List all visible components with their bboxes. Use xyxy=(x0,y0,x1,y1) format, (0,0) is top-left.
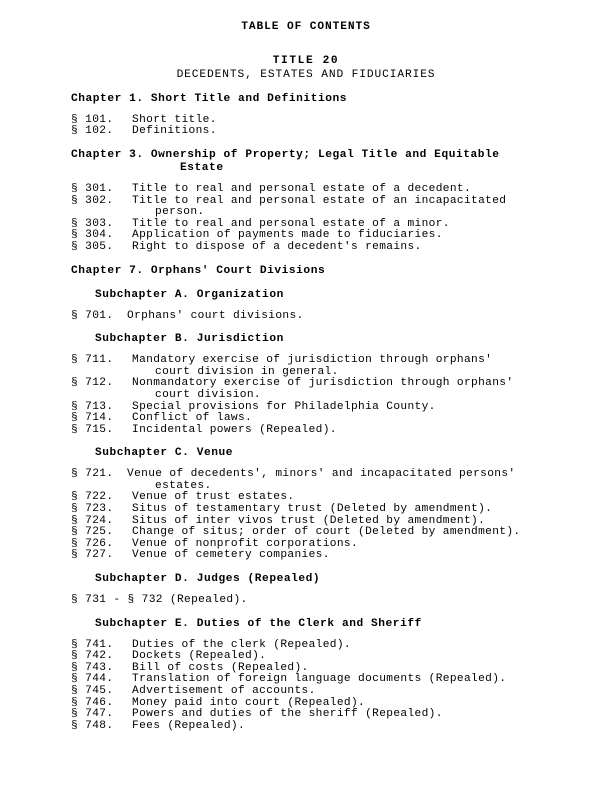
section-title: Definitions. xyxy=(132,125,217,138)
section-title: Incidental powers (Repealed). xyxy=(132,423,337,436)
chapter-heading-text: Chapter 7. Orphans' Court Divisions xyxy=(71,264,326,277)
chapter-heading-continuation: Estate xyxy=(180,161,224,174)
section-number: § 745. xyxy=(71,685,114,697)
section-title-continuation: person. xyxy=(155,206,205,219)
section-title: Powers and duties of the sheriff (Repealed). xyxy=(132,708,443,721)
subchapter-spacer xyxy=(0,322,612,333)
subchapter-spacer xyxy=(0,562,612,573)
section-number: § 726. xyxy=(71,537,114,550)
section-title: Application of payments made to fiduciaries. xyxy=(132,229,443,242)
section-number: § 302. xyxy=(71,194,114,207)
section-number: § 723. xyxy=(71,503,114,516)
section-title-continuation: court division. xyxy=(155,388,261,401)
chapter-heading[interactable] xyxy=(0,149,612,175)
section-title: Conflict of laws. xyxy=(132,412,253,425)
section-title-continuation: court division in general. xyxy=(155,365,339,378)
section-number: § 712. xyxy=(71,377,114,390)
chapter-spacer xyxy=(0,254,612,265)
chapter-heading-text: Chapter 1. Short Title and Definitions xyxy=(71,92,348,105)
toc-entry[interactable] xyxy=(0,196,612,219)
subchapter-heading[interactable]: Subchapter D. Judges (Repealed) xyxy=(95,573,321,586)
section-title: Venue of nonprofit corporations. xyxy=(132,537,359,550)
section-title: Advertisement of accounts. xyxy=(132,685,316,697)
section-number: § 711. xyxy=(71,354,114,367)
chapter-heading[interactable] xyxy=(0,93,612,106)
section-title: Situs of testamentary trust (Deleted by amendment). xyxy=(132,503,493,516)
toc-entry[interactable] xyxy=(0,425,612,437)
chapter-spacer xyxy=(0,138,612,149)
section-title: Venue of cemetery companies. xyxy=(132,549,330,562)
section-number: § 101. xyxy=(71,113,114,126)
title-name: DECEDENTS, ESTATES AND FIDUCIARIES xyxy=(176,69,436,82)
toc-entry[interactable]: § 731 - § 732 (Repealed). xyxy=(71,594,248,607)
section-number: § 741. xyxy=(71,638,114,651)
section-title: Money paid into court (Repealed). xyxy=(132,696,366,709)
chapter-heading-text: Chapter 3. Ownership of Property; Legal Title and Equitable xyxy=(71,148,500,161)
toc-entry[interactable] xyxy=(0,721,612,733)
section-number: § 714. xyxy=(71,412,114,425)
section-title: Right to dispose of a decedent's remains. xyxy=(132,240,422,253)
chapter-spacer xyxy=(0,82,612,93)
section-number: § 743. xyxy=(71,661,114,674)
subchapter-heading[interactable]: Subchapter A. Organization xyxy=(95,288,284,301)
table-of-contents-body xyxy=(0,82,612,733)
section-number: § 102. xyxy=(71,125,114,138)
section-title-continuation: estates. xyxy=(155,479,212,492)
section-title: Venue of decedents', minors' and incapacitated persons' xyxy=(127,468,516,481)
section-number: § 715. xyxy=(71,423,114,436)
section-title: Title to real and personal estate of a minor. xyxy=(132,217,450,230)
section-title: Dockets (Repealed). xyxy=(132,650,267,663)
subchapter-heading[interactable]: Subchapter C. Venue xyxy=(95,447,234,460)
toc-entry[interactable] xyxy=(0,242,612,254)
subchapter-spacer xyxy=(0,278,612,289)
section-number: § 724. xyxy=(71,514,114,527)
section-number: § 747. xyxy=(71,708,114,721)
subchapter-spacer xyxy=(0,607,612,618)
title-number: TITLE 20 xyxy=(272,54,340,67)
section-title: Change of situs; order of court (Deleted by amendment). xyxy=(132,526,521,539)
section-number: § 303. xyxy=(71,217,114,230)
section-title: Orphans' court divisions. xyxy=(127,309,304,322)
section-number: § 305. xyxy=(71,240,114,253)
page-title: TABLE OF CONTENTS xyxy=(241,21,371,33)
section-number: § 701. xyxy=(71,309,114,322)
toc-entry[interactable] xyxy=(0,355,612,378)
toc-entry[interactable] xyxy=(0,550,612,562)
toc-entry[interactable] xyxy=(0,311,612,323)
subchapter-spacer xyxy=(0,436,612,447)
subchapter-heading[interactable]: Subchapter E. Duties of the Clerk and Sheriff xyxy=(95,617,422,630)
section-title: Mandatory exercise of jurisdiction through orphans' xyxy=(132,354,493,367)
section-number: § 713. xyxy=(71,400,114,413)
section-title: Special provisions for Philadelphia County. xyxy=(132,400,436,413)
section-title: Venue of trust estates. xyxy=(132,491,295,504)
section-title: Duties of the clerk (Repealed). xyxy=(132,638,351,651)
toc-entry[interactable] xyxy=(0,469,612,492)
section-title: Situs of inter vivos trust (Deleted by amendment). xyxy=(132,514,486,527)
section-number: § 748. xyxy=(71,719,114,732)
section-title: Bill of costs (Repealed). xyxy=(132,661,309,674)
section-title: Translation of foreign language documents (Repealed). xyxy=(132,673,507,686)
section-title: Title to real and personal estate of an incapacitated xyxy=(132,194,507,207)
section-number: § 725. xyxy=(71,526,114,539)
section-number: § 744. xyxy=(71,673,114,686)
title-spacer xyxy=(0,34,612,56)
section-number: § 727. xyxy=(71,549,114,562)
section-number: § 722. xyxy=(71,491,114,504)
section-number: § 301. xyxy=(71,182,114,195)
section-number: § 304. xyxy=(71,229,114,242)
section-number: § 742. xyxy=(71,650,114,663)
section-title: Title to real and personal estate of a decedent. xyxy=(132,182,472,195)
chapter-heading[interactable] xyxy=(0,265,612,278)
section-number: § 721. xyxy=(71,468,114,481)
section-title: Short title. xyxy=(132,113,217,126)
section-number: § 746. xyxy=(71,696,114,709)
section-title: Nonmandatory exercise of jurisdiction through orphans' xyxy=(132,377,514,390)
toc-entry[interactable] xyxy=(0,126,612,138)
subchapter-heading[interactable]: Subchapter B. Jurisdiction xyxy=(95,333,284,346)
toc-entry[interactable] xyxy=(0,378,612,401)
section-title: Fees (Repealed). xyxy=(132,719,246,732)
